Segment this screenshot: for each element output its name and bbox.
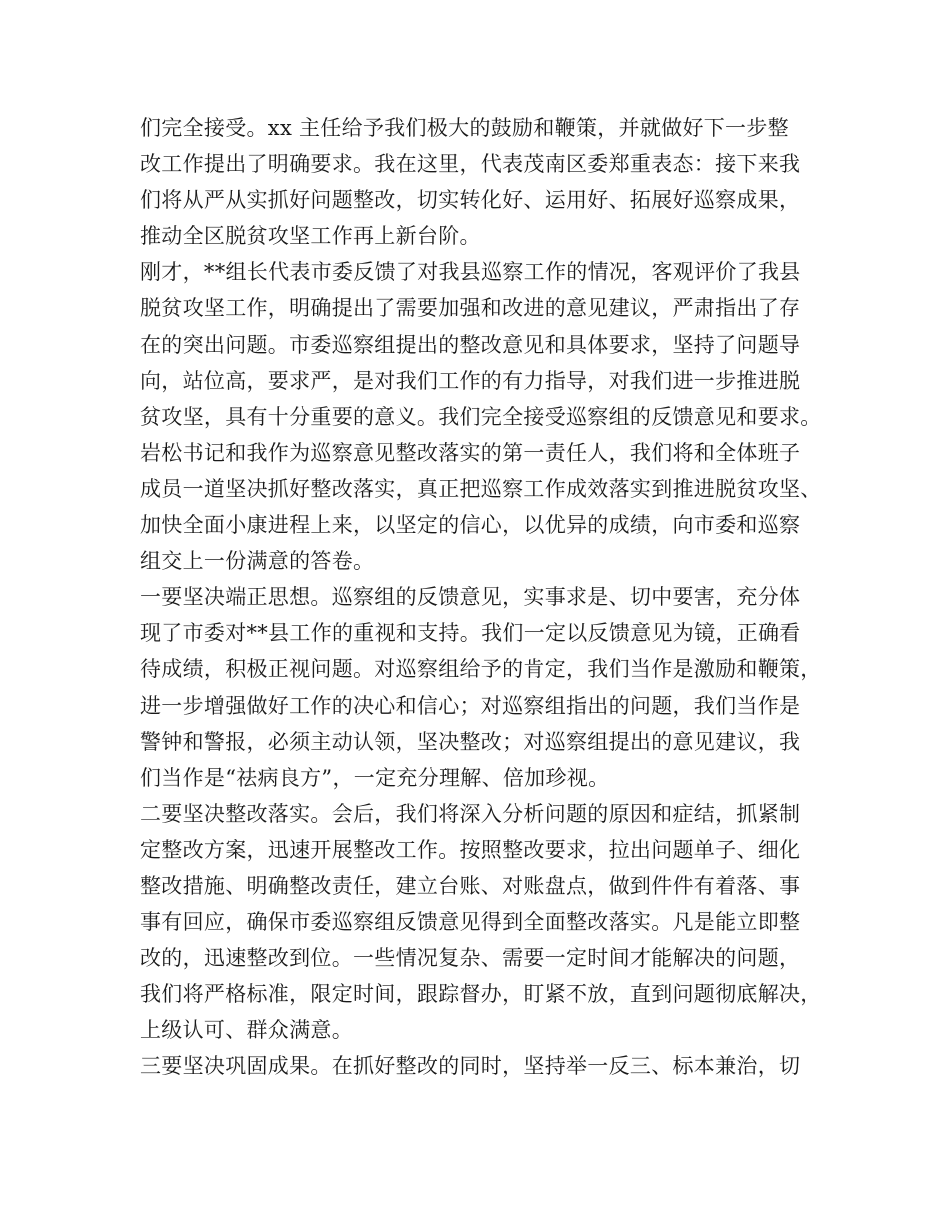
text-line: 待成绩，积极正视问题。对巡察组给予的肯定，我们当作是激励和鞭策， (140, 657, 822, 682)
text-line: 推动全区脱贫攻坚工作再上新台阶。 (140, 224, 481, 249)
text-line: 事有回应，确保市委巡察组反馈意见得到全面整改落实。凡是能立即整 (140, 910, 801, 935)
text-line: 现了市委对**县工作的重视和支持。我们一定以反馈意见为镜，正确看 (140, 621, 801, 646)
text-line: 在的突出问题。市委巡察组提出的整改意见和具体要求，坚持了问题导 (140, 332, 801, 357)
text-line: 二要坚决整改落实。会后，我们将深入分析问题的原因和症结，抓紧制 (140, 801, 801, 826)
text-line: 一要坚决端正思想。巡察组的反馈意见，实事求是、切中要害，充分体 (140, 585, 801, 610)
text-line: 刚才，**组长代表市委反馈了对我县巡察工作的情况，客观评价了我县 (140, 260, 801, 285)
text-line: 岩松书记和我作为巡察意见整改落实的第一责任人，我们将和全体班子 (140, 440, 801, 465)
text-line: 上级认可、群众满意。 (140, 1018, 353, 1043)
text-line: 组交上一份满意的答卷。 (140, 549, 375, 574)
document-body (140, 110, 830, 1085)
text-line: 成员一道坚决抓好整改落实，真正把巡察工作成效落实到推进脱贫攻坚、 (140, 476, 822, 501)
text-line: 改工作提出了明确要求。我在这里，代表茂南区委郑重表态：接下来我 (140, 152, 801, 177)
text-line: 定整改方案，迅速开展整改工作。按照整改要求，拉出问题单子、细化 (140, 837, 801, 862)
text-line: 贫攻坚，具有十分重要的意义。我们完全接受巡察组的反馈意见和要求。 (140, 404, 822, 429)
text-line: 我们将严格标准，限定时间，跟踪督办，盯紧不放，直到问题彻底解决， (140, 982, 822, 1007)
text-line: 向，站位高，要求严，是对我们工作的有力指导，对我们进一步推进脱 (140, 368, 801, 393)
text-line: 们完全接受。xx 主任给予我们极大的鼓励和鞭策，并就做好下一步整 (140, 116, 789, 140)
text-line: 三要坚决巩固成果。在抓好整改的同时，坚持举一反三、标本兼治，切 (140, 1054, 801, 1079)
text-line: 进一步增强做好工作的决心和信心；对巡察组指出的问题，我们当作是 (140, 693, 801, 718)
text-line: 加快全面小康进程上来，以坚定的信心，以优异的成绩，向市委和巡察 (140, 513, 801, 538)
text-line: 改的，迅速整改到位。一些情况复杂、需要一定时间才能解决的问题， (140, 946, 801, 971)
text-line: 脱贫攻坚工作，明确提出了需要加强和改进的意见建议，严肃指出了存 (140, 296, 801, 321)
text-line: 警钟和警报，必须主动认领，坚决整改；对巡察组提出的意见建议，我 (140, 729, 801, 754)
text-line: 们将从严从实抓好问题整改，切实转化好、运用好、拓展好巡察成果， (140, 188, 801, 213)
text-line: 整改措施、明确整改责任，建立台账、对账盘点，做到件件有着落、事 (140, 873, 801, 898)
text-line: 们当作是“祛病良方”，一定充分理解、倍加珍视。 (140, 765, 610, 790)
